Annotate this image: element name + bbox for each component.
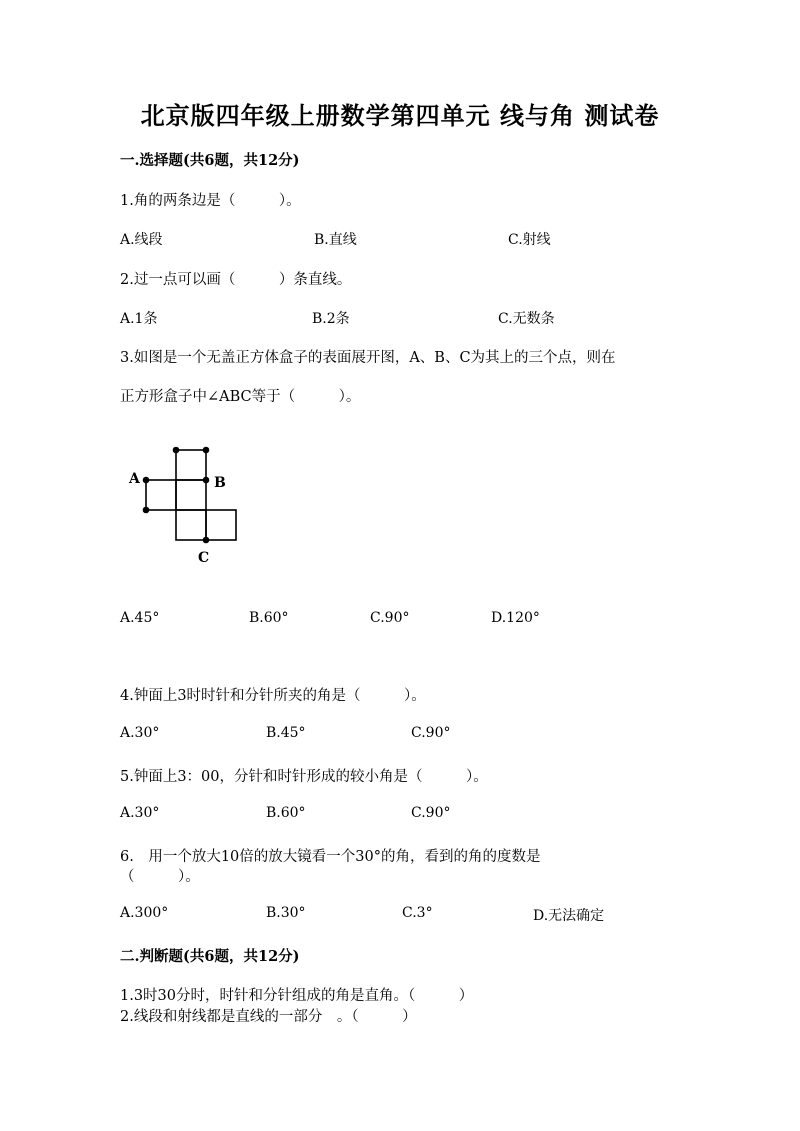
net-square-top (176, 450, 206, 480)
net-square-center (176, 480, 206, 510)
q2-option-a[interactable]: A.1条 (120, 311, 158, 327)
q4-option-c[interactable]: C.90° (411, 725, 451, 741)
q4-option-b[interactable]: B.45° (266, 725, 306, 741)
q6-option-c[interactable]: C.3° (402, 905, 433, 921)
q3-option-c[interactable]: C.90° (370, 610, 410, 626)
page-title: 北京版四年级上册数学第四单元 线与角 测试卷 (140, 101, 660, 130)
q6-option-a[interactable]: A.300° (120, 905, 169, 921)
net-dot (173, 447, 180, 454)
section-heading-judgment: 二.判断题(共6题，共12分) (120, 948, 300, 965)
question-3-line-2: 正方形盒子中∠ABC等于（ ）。 (120, 389, 361, 405)
question-5: 5.钟面上3：00，分针和时针形成的较小角是（ ）。 (120, 769, 488, 785)
question-6-line-2: （ ）。 (120, 869, 200, 885)
point-c-dot (203, 537, 210, 544)
statement-1: 1.3时30分时，时针和分针组成的角是直角。（ ） (120, 988, 474, 1004)
section-heading-choice: 一.选择题(共6题，共12分) (120, 152, 300, 169)
q5-option-a[interactable]: A.30° (120, 805, 160, 821)
q1-option-a[interactable]: A.线段 (120, 232, 163, 248)
point-b-label: B (214, 475, 226, 491)
q3-option-b[interactable]: B.60° (249, 610, 289, 626)
q1-option-c[interactable]: C.射线 (508, 232, 551, 248)
point-a-dot (143, 477, 150, 484)
net-square-left (146, 480, 176, 510)
question-4: 4.钟面上3时时针和分针所夹的角是（ ）。 (120, 688, 426, 704)
net-square-bottom (176, 510, 206, 540)
q5-option-c[interactable]: C.90° (411, 805, 451, 821)
q5-option-b[interactable]: B.60° (266, 805, 306, 821)
question-1: 1.角的两条边是（ ）。 (120, 193, 301, 209)
net-dot (203, 447, 210, 454)
q3-option-a[interactable]: A.45° (120, 610, 160, 626)
q4-option-a[interactable]: A.30° (120, 725, 160, 741)
q6-option-d[interactable]: D.无法确定 (533, 908, 605, 924)
point-b-dot (203, 477, 210, 484)
statement-2: 2.线段和射线都是直线的一部分 。（ ） (120, 1009, 417, 1025)
cube-net-figure (120, 440, 250, 570)
q6-option-b[interactable]: B.30° (266, 905, 306, 921)
question-6-line-1: 6. 用一个放大10倍的放大镜看一个30°的角，看到的角的度数是 (120, 849, 541, 865)
question-2: 2.过一点可以画（ ）条直线。 (120, 272, 352, 288)
question-3-line-1: 3.如图是一个无盖正方体盒子的表面展开图，A、B、C为其上的三个点，则在 (120, 350, 616, 366)
point-c-label: C (198, 550, 210, 566)
q2-option-b[interactable]: B.2条 (312, 311, 350, 327)
q3-option-d[interactable]: D.120° (491, 610, 540, 626)
net-dot (143, 507, 150, 514)
q1-option-b[interactable]: B.直线 (314, 232, 357, 248)
net-square-right (206, 510, 236, 540)
point-a-label: A (129, 471, 140, 487)
q2-option-c[interactable]: C.无数条 (498, 311, 555, 327)
